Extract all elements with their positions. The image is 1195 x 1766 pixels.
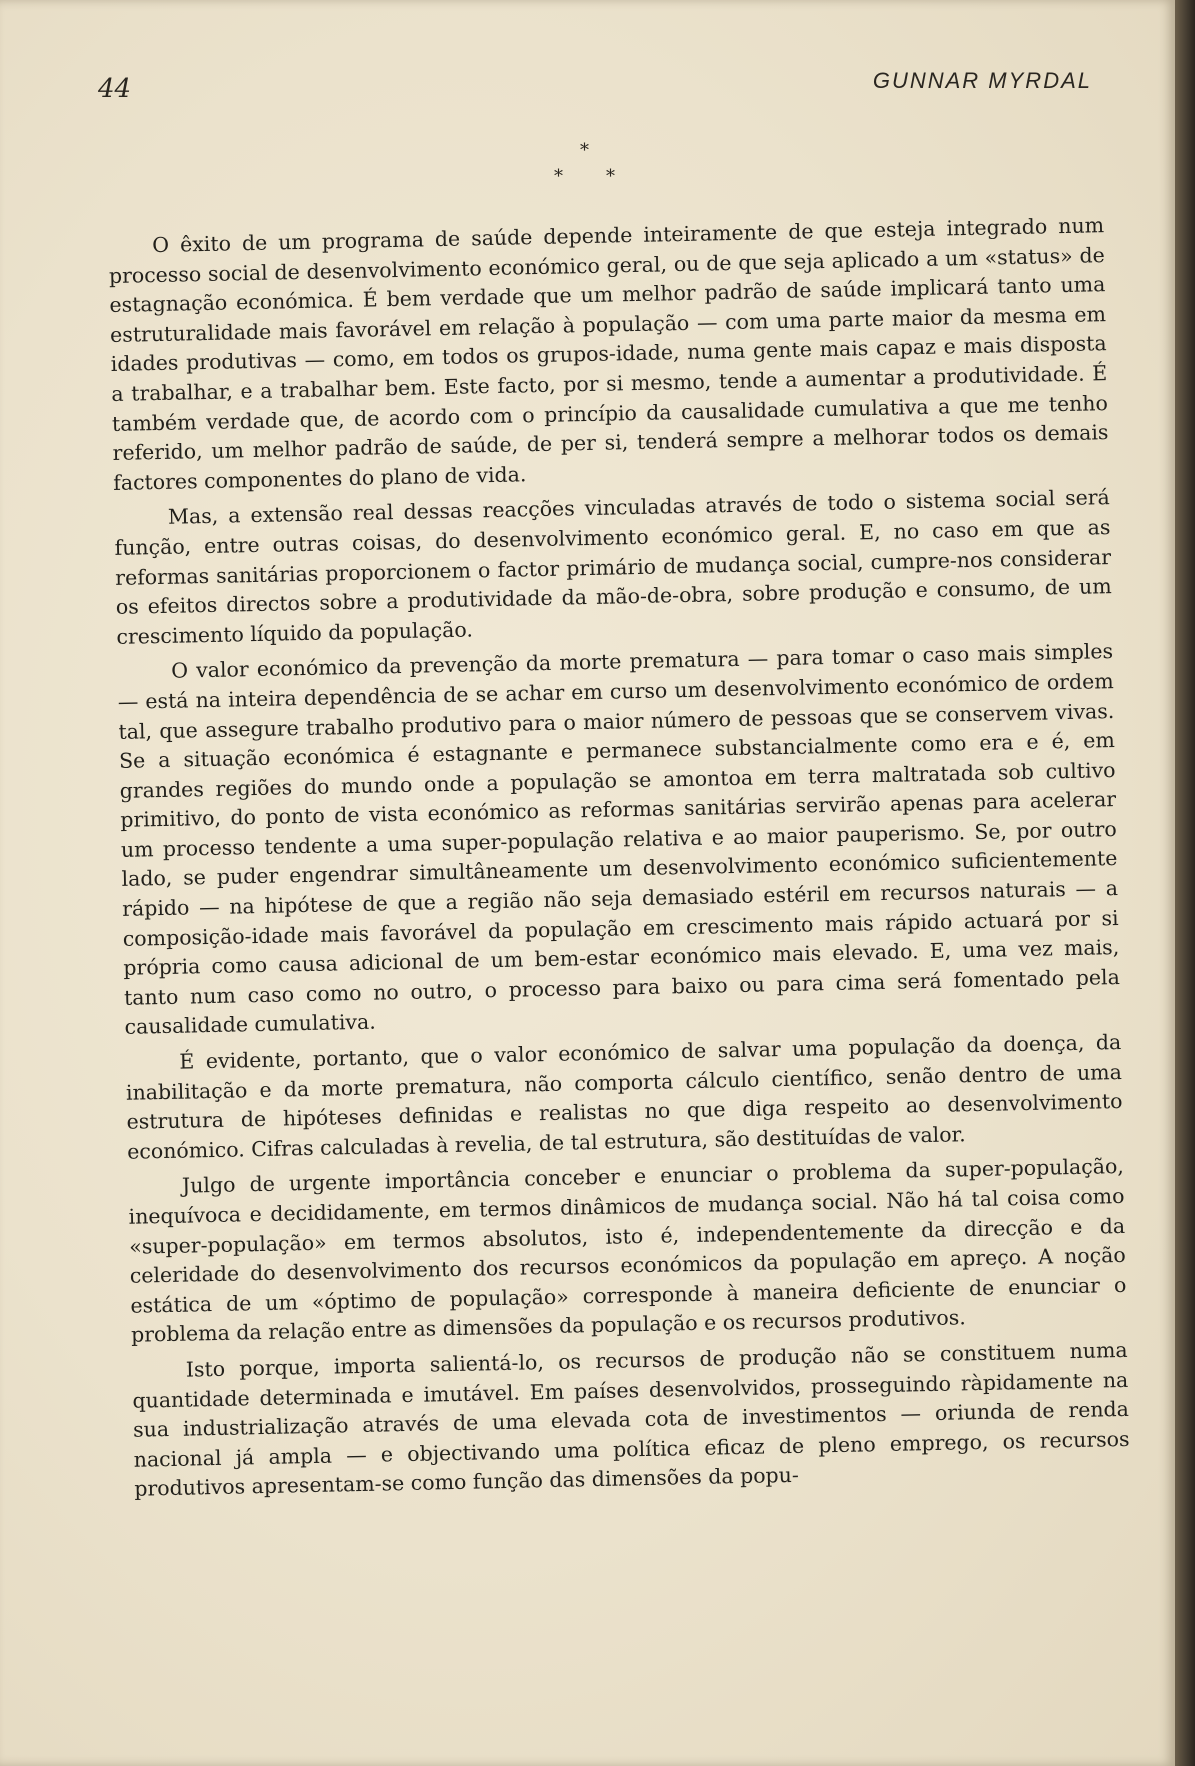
page-number: 44 bbox=[98, 74, 132, 104]
paragraph: É evidente, portanto, que o valor económico de salvar uma população da doença, da inabilitação e da morte prematura, não comporta cálculo científico, senão dentro de uma estrutura de hipóteses definidas e realistas no que diga respeito ao desenvolvimento económico. Cifras calculadas à revelia, de tal estrutura, são destituídas de valor. bbox=[125, 1029, 1123, 1164]
paragraph: Isto porque, importa salientá-lo, os recursos de produção não se constituem numa quantidade determinada e imutável. Em países desenvolvidos, prosseguindo ràpidamente na sua industrialização através de uma elevada cota de investimentos — oriunda de renda nacional já ampla — e objectivando uma política eficaz de pleno emprego, os recursos produtivos apresentam-se como função das dimensões da popu- bbox=[132, 1337, 1130, 1502]
paragraph: O êxito de um programa de saúde depende inteiramente de que esteja integrado num processo social de desenvolvimento económico geral, ou de que seja aplicado a um «status» de estagnação económica. É bem verdade que um melhor padrão de saúde implicará tanto uma estruturalidade mais favorável em relação à população — com uma parte maior da mesma em idades produtivas — como, em todos os grupos-idade, numa gente mais capaz e mais disposta a trabalhar, e a trabalhar bem. Este facto, por si mesmo, tende a aumentar a produtividade. É também verdade que, de acordo com o princípio da causalidade cumulativa a que me tenho referido, um melhor padrão de saúde, de per si, tenderá sempre a melhorar todos os demais factores componentes do plano de vida. bbox=[108, 213, 1109, 495]
paragraph: O valor económico da prevenção da morte prematura — para tomar o caso mais simples — está na inteira dependência de se achar em curso um desenvolvimento económico de ordem tal, que assegure trabalho produtivo para o maior número de pessoas que se conservem vivas. Se a situação económica é estagnante e permanece substancialmente como era e é, em grandes regiões do mundo onde a população se amontoa em terra maltratada sob cultivo primitivo, do ponto de vista económico as reformas sanitárias servirão apenas para acelerar um processo tendente a uma super-população relativa e ao maior pauperismo. Se, por outro lado, se puder engendrar simultâneamente um desenvolvimento económico suficientemente rápido — na hipótese de que a região não seja demasiado estéril em recursos naturais — a composição-idade mais favorável da população em crescimento mais rápido actuará por si própria como causa adicional de um bem-estar económico mais elevado. E, uma vez mais, tanto num caso como no outro, o processo para baixo ou para cima será fomentado pela causalidade cumulativa. bbox=[117, 639, 1121, 1040]
body-text bbox=[108, 211, 1131, 1511]
section-asterism bbox=[540, 140, 640, 200]
asterisk-mark: * bbox=[580, 140, 589, 161]
asterisk-mark: * bbox=[606, 166, 615, 187]
paragraph: Mas, a extensão real dessas reacções vinculadas através de todo o sistema social será função, entre outras coisas, do desenvolvimento económico geral. E, no caso em que as reformas sanitárias proporcionem o factor primário de mudança social, cumpre-nos considerar os efeitos directos sobre a produtividade da mão-de-obra, sobre produção e consumo, de um crescimento líquido da população. bbox=[114, 485, 1112, 649]
page-edge-shadow bbox=[1175, 0, 1195, 1766]
asterisk-mark: * bbox=[554, 166, 563, 187]
running-head-author: GUNNAR MYRDAL bbox=[872, 68, 1092, 93]
paragraph: Julgo de urgente importância conceber e enunciar o problema da super-população, inequívoca e decididamente, em termos dinâmicos de mudança social. Não há tal coisa como «super-população» em termos absolutos, isto é, independentemente da direcção e da celeridade do desenvolvimento dos recursos económicos da população em apreço. A noção estática de um «óptimo de população» corresponde à maneira deficiente de enunciar o problema da relação entre as dimensões da população e os recursos produtivos. bbox=[128, 1154, 1127, 1348]
